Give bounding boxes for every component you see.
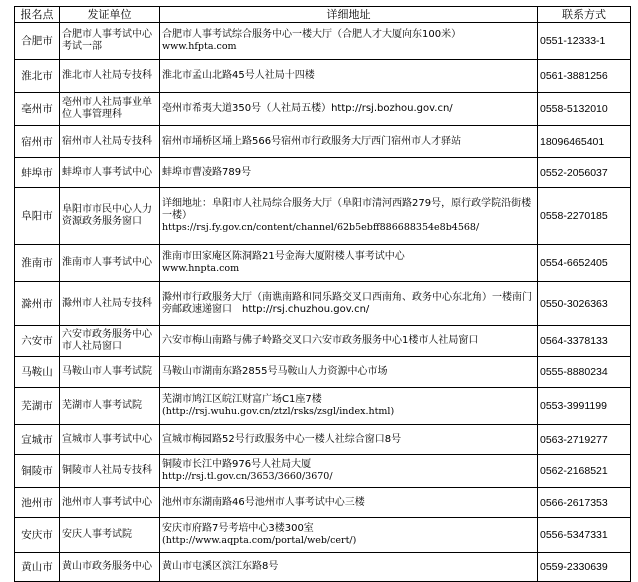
- table-row: [15, 158, 631, 188]
- city-cell: 芜湖市: [15, 388, 60, 425]
- address-cell: [160, 357, 538, 388]
- address-line: 芜湖市鸠江区皖江财富广场C1座7楼: [162, 394, 322, 405]
- city-cell: 安庆市: [15, 518, 60, 553]
- header-phone: 联系方式: [538, 7, 631, 23]
- address-cell: [160, 158, 538, 188]
- phone-cell: 0558-2270185: [538, 188, 631, 245]
- city-cell: 宿州市: [15, 126, 60, 158]
- table-row: [15, 488, 631, 518]
- issuer-cell: 淮南市人事考试中心: [60, 245, 160, 282]
- phone-cell: 0553-3991199: [538, 388, 631, 425]
- issuer-cell: 六安市政务服务中心市人社局窗口: [60, 326, 160, 357]
- address-url: www.hnpta.com: [162, 263, 240, 274]
- address-cell: [160, 425, 538, 455]
- address-cell: [160, 488, 538, 518]
- city-cell: 合肥市: [15, 23, 60, 60]
- address-cell: [160, 188, 538, 245]
- address-line: 亳州市希夷大道350号（人社局五楼）http://rsj.bozhou.gov.cn/: [162, 103, 453, 114]
- issuer-cell: 马鞍山市人事考试院: [60, 357, 160, 388]
- phone-cell: 0562-2168521: [538, 455, 631, 488]
- phone-cell: 0559-2330639: [538, 553, 631, 582]
- table-row: [15, 188, 631, 245]
- table-row: [15, 93, 631, 126]
- table-row: [15, 60, 631, 93]
- address-cell: [160, 455, 538, 488]
- address-line: 池州市东湖南路46号池州市人事考试中心三楼: [162, 496, 365, 508]
- issuer-cell: 芜湖市人事考试院: [60, 388, 160, 425]
- table-row: [15, 518, 631, 553]
- table-row: [15, 126, 631, 158]
- issuer-cell: 滁州市人社局专技科: [60, 282, 160, 326]
- address-cell: [160, 245, 538, 282]
- phone-cell: 0564-3378133: [538, 326, 631, 357]
- issuer-cell: 安庆人事考试院: [60, 518, 160, 553]
- phone-cell: 18096465401: [538, 126, 631, 158]
- table-row: [15, 23, 631, 60]
- phone-cell: 0563-2719277: [538, 425, 631, 455]
- header-city: 报名点: [15, 7, 60, 23]
- address-line: 安庆市府路7号考培中心3楼300室: [162, 523, 314, 534]
- issuer-cell: 亳州市人社局事业单位人事管理科: [60, 93, 160, 126]
- address-line: 黄山市屯溪区滨江东路8号: [162, 561, 279, 572]
- address-line: 六安市梅山南路与佛子岭路交叉口六安市政务服务中心1楼市人社局窗口: [162, 335, 479, 346]
- issuer-cell: 宿州市人社局专技科: [60, 126, 160, 158]
- address-line: 蚌埠市曹凌路789号: [162, 166, 252, 178]
- address-url: (http://rsj.wuhu.gov.cn/ztzl/rsks/zsgl/index.html): [162, 406, 395, 417]
- phone-cell: 0556-5347331: [538, 518, 631, 553]
- address-cell: [160, 126, 538, 158]
- phone-cell: 0561-3881256: [538, 60, 631, 93]
- address-line: 铜陵市长江中路976号人社局大厦: [162, 459, 312, 470]
- city-cell: 马鞍山: [15, 357, 60, 388]
- table-row: [15, 455, 631, 488]
- address-cell: [160, 23, 538, 60]
- city-cell: 淮南市: [15, 245, 60, 282]
- address-cell: [160, 518, 538, 553]
- address-cell: [160, 553, 538, 582]
- phone-cell: 0555-8880234: [538, 357, 631, 388]
- address-line: 宣城市梅园路52号行政服务中心一楼人社综合窗口8号: [162, 433, 402, 445]
- registration-sites-table: [14, 6, 631, 582]
- address-url: http://rsj.tl.gov.cn/3653/3660/3670/: [162, 471, 333, 482]
- address-cell: [160, 93, 538, 126]
- phone-cell: 0550-3026363: [538, 282, 631, 326]
- table-row: [15, 282, 631, 326]
- address-line: 淮北市孟山北路45号人社局十四楼: [162, 70, 315, 81]
- address-line: 详细地址：阜阳市人社局综合服务大厅（阜阳市清河西路279号，原行政学院沿街楼一楼）: [162, 198, 532, 221]
- issuer-cell: 黄山市政务服务中心: [60, 553, 160, 582]
- phone-cell: 0551-12333-1: [538, 23, 631, 60]
- address-cell: [160, 326, 538, 357]
- address-cell: [160, 60, 538, 93]
- issuer-cell: 合肥市人事考试中心考试一部: [60, 23, 160, 60]
- issuer-cell: 铜陵市人社局专技科: [60, 455, 160, 488]
- address-line: 马鞍山市湖南东路2855号马鞍山人力资源中心市场: [162, 366, 388, 377]
- phone-cell: 0552-2056037: [538, 158, 631, 188]
- city-cell: 铜陵市: [15, 455, 60, 488]
- table-body: [15, 23, 631, 582]
- issuer-cell: 池州市人事考试中心: [60, 488, 160, 518]
- address-url: (http://www.aqpta.com/portal/web/cert/): [162, 535, 357, 546]
- table-row: [15, 425, 631, 455]
- address-url: https://rsj.fy.gov.cn/content/channel/62b5ebff886688354e8b4568/: [162, 222, 480, 233]
- address-cell: [160, 388, 538, 425]
- table-row: [15, 326, 631, 357]
- phone-cell: 0566-2617353: [538, 488, 631, 518]
- city-cell: 蚌埠市: [15, 158, 60, 188]
- city-cell: 池州市: [15, 488, 60, 518]
- table-row: [15, 553, 631, 582]
- address-line: 宿州市埇桥区埇上路566号宿州市行政服务大厅西门宿州市人才驿站: [162, 135, 462, 147]
- issuer-cell: 淮北市人社局专技科: [60, 60, 160, 93]
- phone-cell: 0558-5132010: [538, 93, 631, 126]
- city-cell: 宣城市: [15, 425, 60, 455]
- address-url: www.hfpta.com: [162, 41, 237, 52]
- issuer-cell: 阜阳市市民中心人力资源政务服务窗口: [60, 188, 160, 245]
- address-line: 合肥市人事考试综合服务中心一楼大厅（合肥人才大厦向东100米）: [162, 29, 462, 40]
- address-line: 滁州市行政服务大厅（南谯南路和同乐路交叉口西南角、政务中心东北角）一楼南门旁邮政速递窗口 http://rsj.chuzhou.gov.cn/: [162, 291, 532, 315]
- city-cell: 阜阳市: [15, 188, 60, 245]
- issuer-cell: 蚌埠市人事考试中心: [60, 158, 160, 188]
- city-cell: 滁州市: [15, 282, 60, 326]
- header-row: [15, 7, 631, 23]
- header-address: 详细地址: [160, 7, 538, 23]
- city-cell: 黄山市: [15, 553, 60, 582]
- city-cell: 六安市: [15, 326, 60, 357]
- phone-cell: 0554-6652405: [538, 245, 631, 282]
- city-cell: 淮北市: [15, 60, 60, 93]
- table-row: [15, 388, 631, 425]
- table-row: [15, 357, 631, 388]
- table-row: [15, 245, 631, 282]
- address-line: 淮南市田家庵区陈洞路21号金海大厦附楼人事考试中心: [162, 251, 405, 262]
- address-cell: [160, 282, 538, 326]
- issuer-cell: 宣城市人事考试中心: [60, 425, 160, 455]
- city-cell: 亳州市: [15, 93, 60, 126]
- header-issuer: 发证单位: [60, 7, 160, 23]
